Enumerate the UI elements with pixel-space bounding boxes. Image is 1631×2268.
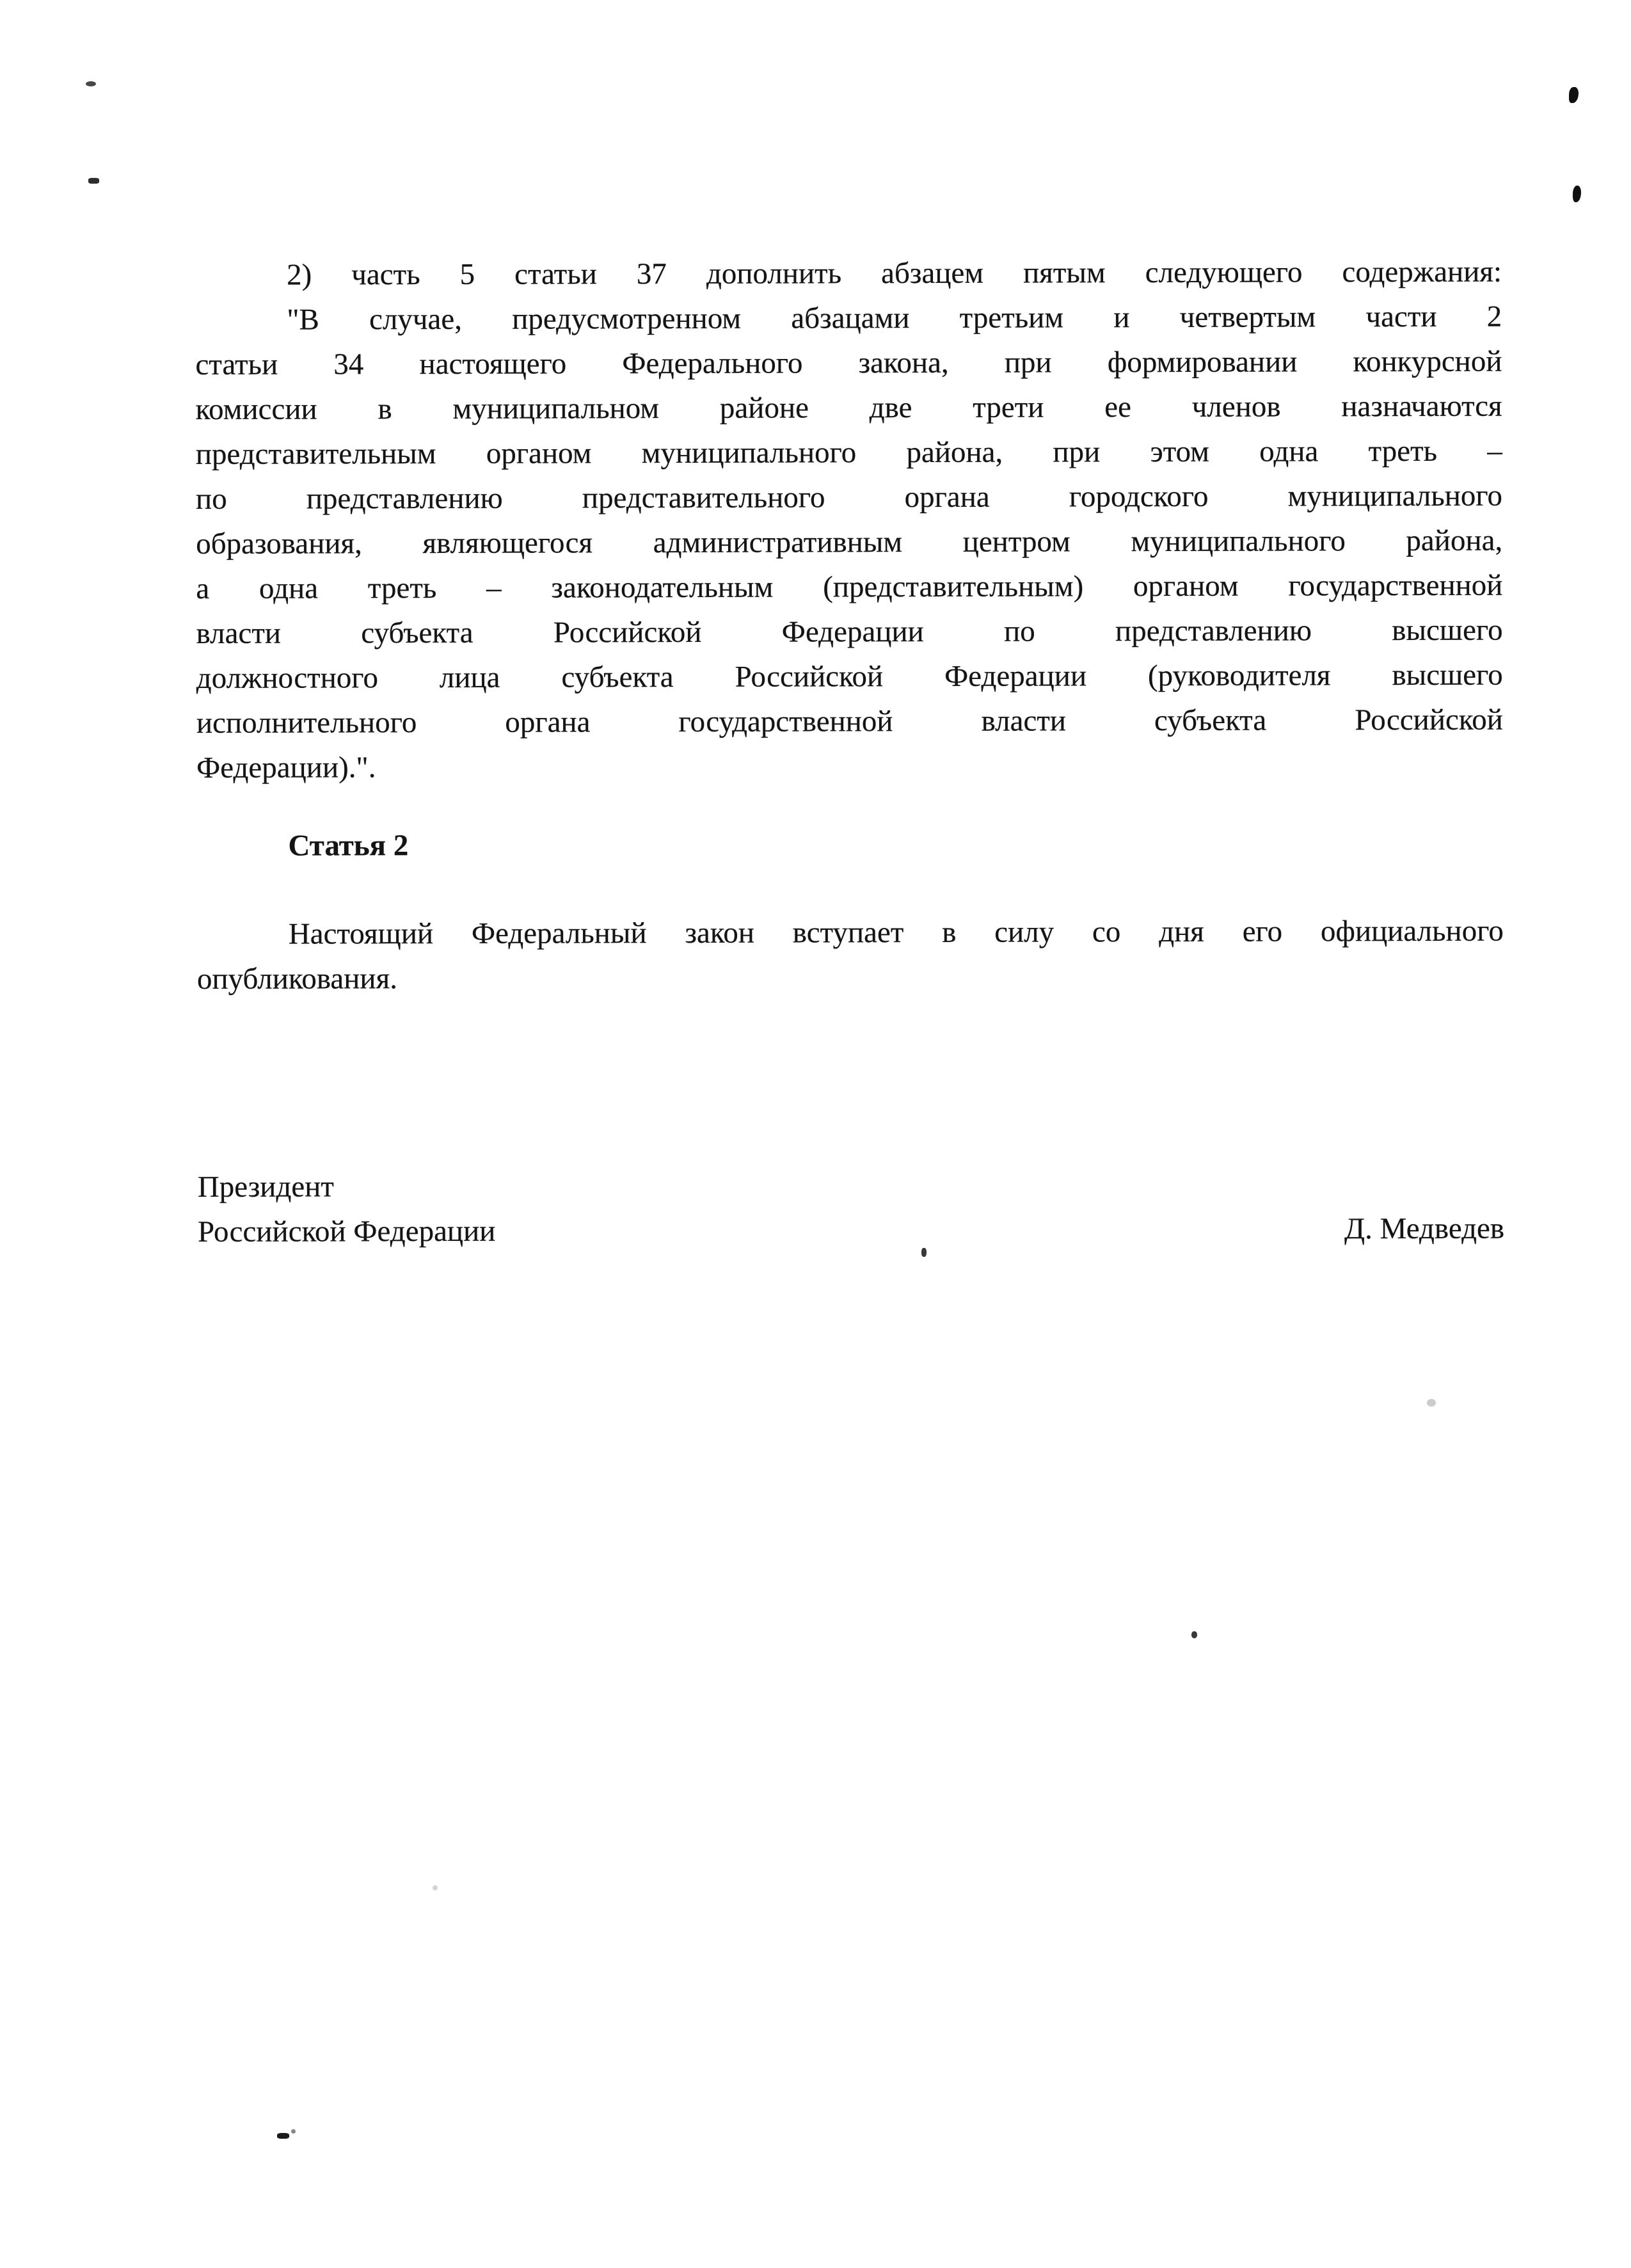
text-line: исполнительного органа государственной власти субъекта Российской bbox=[196, 703, 1503, 740]
scan-artifact bbox=[291, 2129, 296, 2134]
scan-artifact bbox=[88, 178, 99, 184]
signer-name: Д. Медведев bbox=[1344, 1211, 1505, 1246]
text-line: образования, являющегося административным центром муниципального района, bbox=[196, 523, 1503, 561]
text-line: статьи 34 настоящего Федерального закона, при формировании конкурсной bbox=[195, 344, 1502, 381]
scan-artifact bbox=[1191, 1631, 1197, 1638]
article-2-paragraph bbox=[197, 909, 1504, 1002]
text-line: "В случае, предусмотренном абзацами третьим и четвертым части 2 bbox=[287, 299, 1502, 337]
text-line: 2) часть 5 статьи 37 дополнить абзацем пятым следующего содержания: bbox=[287, 255, 1502, 292]
scan-artifact bbox=[277, 2133, 289, 2139]
signer-title bbox=[198, 1164, 496, 1254]
text-line: должностного лица субъекта Российской Федерации (руководителя высшего bbox=[196, 658, 1503, 695]
text-line: представительным органом муниципального района, при этом одна треть – bbox=[195, 434, 1502, 471]
article-1-amendment-paragraph bbox=[195, 250, 1503, 790]
scan-artifact bbox=[1573, 186, 1581, 202]
scan-artifact bbox=[433, 1885, 438, 1890]
text-line: по представлению представительного органа городского муниципального bbox=[195, 479, 1503, 516]
text-line: опубликования. bbox=[196, 962, 397, 996]
text-line: власти субъекта Российской Федерации по представлению высшего bbox=[196, 613, 1503, 650]
signer-title-line-2: Российской Федерации bbox=[197, 1214, 496, 1249]
text-line: комиссии в муниципальном районе две трети ее членов назначаются bbox=[195, 389, 1502, 426]
text-line: а одна треть – законодательным (представительным) органом государственной bbox=[196, 568, 1503, 605]
scan-artifact bbox=[86, 81, 96, 86]
signature-block bbox=[198, 1162, 1504, 1254]
scan-artifact bbox=[1427, 1399, 1436, 1407]
law-text-block bbox=[195, 250, 1504, 1254]
text-line: Федерации).". bbox=[196, 751, 376, 785]
scan-artifact bbox=[1569, 87, 1579, 103]
article-2-heading: Статья 2 bbox=[288, 829, 409, 863]
signer-title-line-1: Президент bbox=[197, 1170, 334, 1204]
text-line: Настоящий Федеральный закон вступает в силу со дня его официального bbox=[288, 914, 1504, 951]
